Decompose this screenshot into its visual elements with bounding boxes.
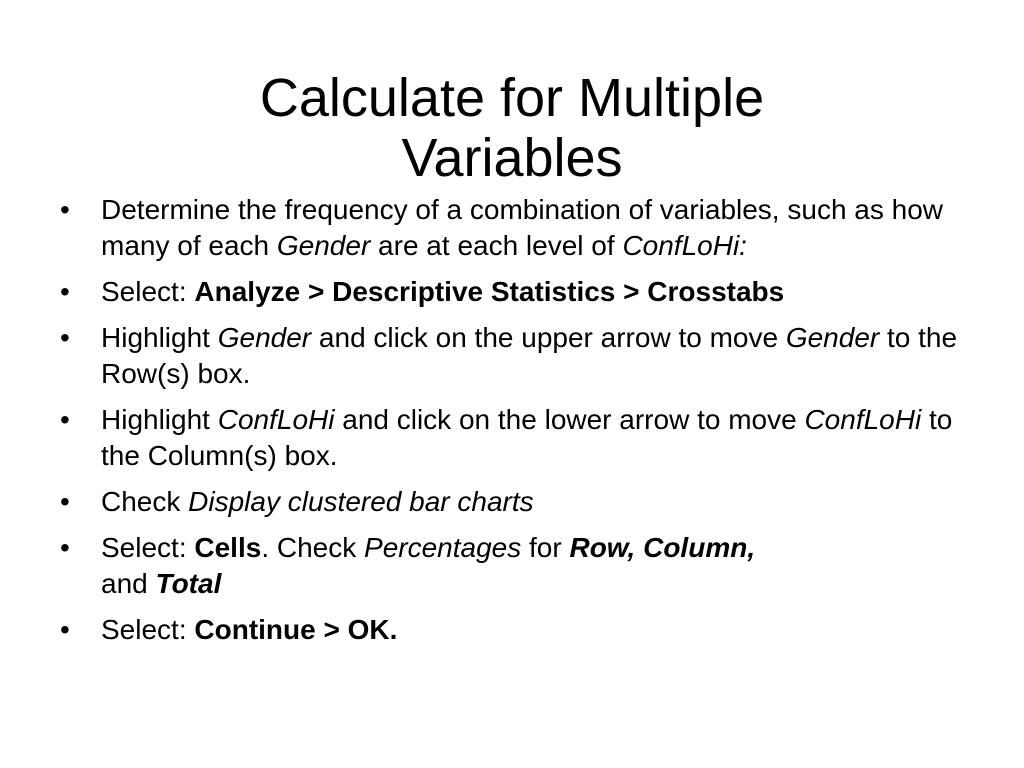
bullet-text: Select:	[101, 532, 195, 563]
variable-name: ConfLoHi	[217, 404, 335, 435]
bullet-text: and	[101, 568, 156, 599]
bullet-highlight-conflohi	[60, 402, 960, 474]
option-name: Percentages	[364, 532, 522, 563]
option-name: Row, Column,	[569, 532, 756, 563]
bullet-text: and click on the upper arrow to move	[311, 322, 786, 353]
bullet-marker: •	[60, 614, 70, 645]
bullet-text: Select:	[101, 614, 195, 645]
bullet-check-clustered-bars	[60, 484, 960, 520]
variable-name: Gender	[276, 230, 371, 261]
bullet-determine-frequency	[60, 192, 960, 264]
bullet-text: Determine the frequency of a combination of variables, such as how many of each	[101, 194, 944, 261]
bullet-highlight-gender	[60, 320, 960, 392]
bullet-text: for	[521, 532, 570, 563]
bullet-text: Check	[101, 486, 189, 517]
variable-name: ConfLoHi:	[622, 230, 747, 261]
bullet-text: and click on the lower arrow to move	[334, 404, 805, 435]
option-name: Display clustered bar charts	[188, 486, 534, 517]
bullet-select-continue-ok	[60, 612, 960, 648]
bullet-marker: •	[60, 276, 70, 307]
button-name: Cells	[194, 532, 262, 563]
bullet-text: Highlight	[101, 404, 218, 435]
bullet-marker: •	[60, 532, 70, 563]
title-line-2: Variables	[401, 128, 623, 188]
bullet-text: to the Row(s) box.	[101, 322, 958, 389]
bullet-select-cells	[60, 530, 960, 602]
button-name: Continue > OK.	[194, 614, 398, 645]
bullet-marker: •	[60, 194, 70, 225]
option-name: Total	[155, 568, 222, 599]
bullet-marker: •	[60, 486, 70, 517]
bullet-marker: •	[60, 404, 70, 435]
bullet-text: . Check	[261, 532, 365, 563]
variable-name: Gender	[217, 322, 312, 353]
bullet-marker: •	[60, 322, 70, 353]
variable-name: ConfLoHi	[804, 404, 922, 435]
bullet-text: to the Column(s) box.	[101, 404, 953, 471]
bullet-text: are at each level of	[370, 230, 623, 261]
bullet-text: Select:	[101, 276, 195, 307]
bullet-text: Highlight	[101, 322, 218, 353]
menu-path: Analyze > Descriptive Statistics > Crosstabs	[194, 276, 785, 307]
slide-title	[100, 68, 924, 188]
variable-name: Gender	[785, 322, 880, 353]
title-line-1: Calculate for Multiple	[259, 68, 765, 128]
bullet-select-crosstabs	[60, 274, 960, 310]
bullet-list	[60, 192, 960, 658]
